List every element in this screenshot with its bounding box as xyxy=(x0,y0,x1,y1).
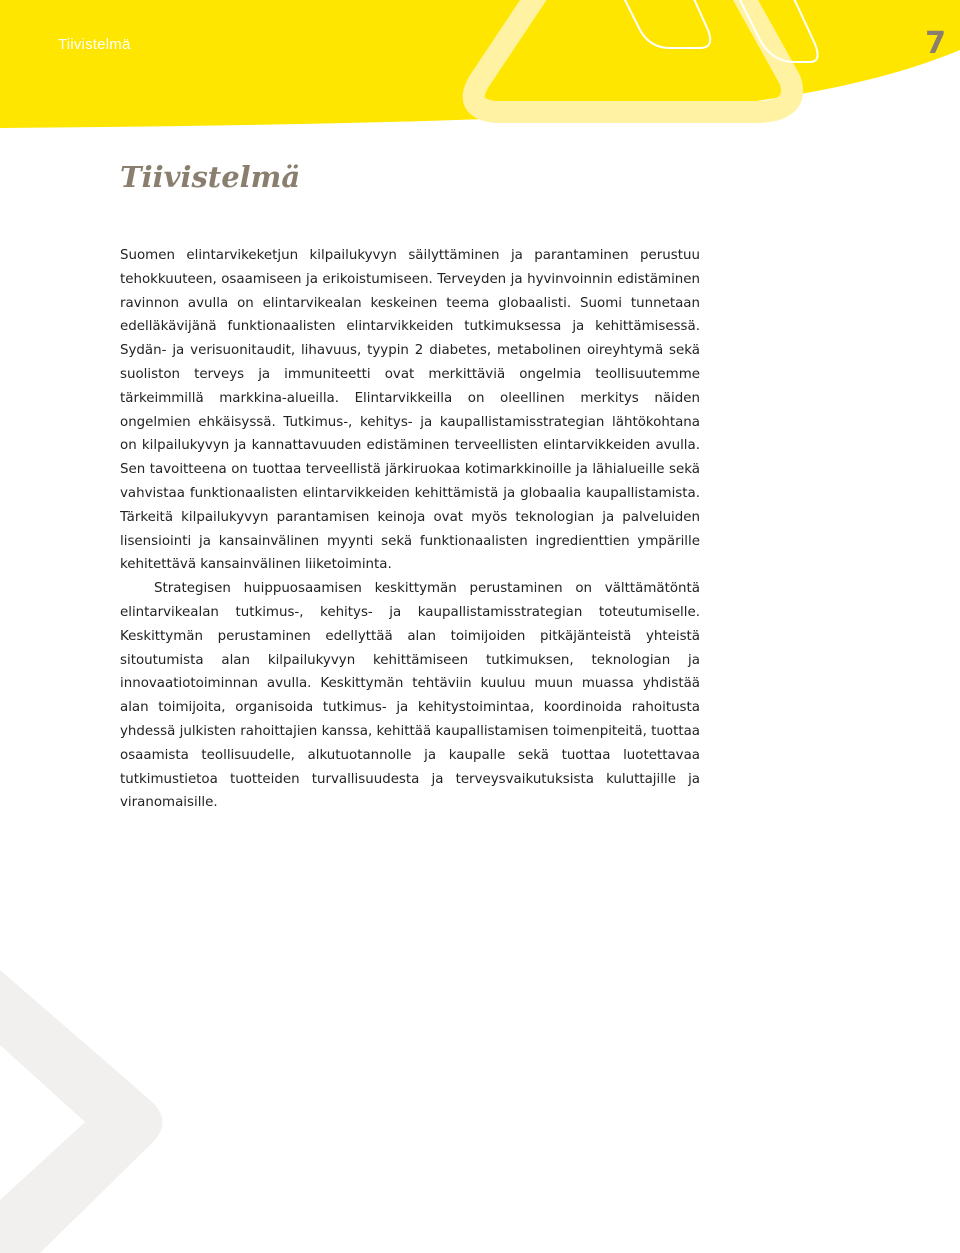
body-text xyxy=(120,244,700,815)
running-head: Tiivistelmä xyxy=(58,36,131,53)
paragraph-1: Suomen elintarvikeketjun kilpailukyvyn säilyttäminen ja parantaminen perustuu tehokkuuteen, osaamiseen ja erikoistumiseen. Terveyden ja hyvinvoinnin edistäminen ravinnon avulla on elintarvikealan keskeinen teema globaalisti. Suomi tunnetaan edelläkävijänä funktionaalisten elintarvikkeiden tutkimuksessa ja kehittämisessä. Sydän- ja verisuonitaudit, lihavuus, tyypin 2 diabetes, metabolinen oireyhtymä sekä suoliston terveys ja immuniteetti ovat merkittäviä ongelmia teollisuutemme tärkeimmillä markkina-alueilla. Elintarvikkeilla on oleellinen merkitys näiden ongelmien ehkäisyssä. Tutkimus-, kehitys- ja kaupallistamisstrategian lähtökohtana on kilpailukyvyn ja kannattavuuden edistäminen terveellisten elintarvikkeiden avulla. Sen tavoitteena on tuottaa terveellistä järkiruokaa kotimarkkinoille ja lähialueille sekä vahvistaa funktionaalisten elintarvikkeiden kehittämistä ja globaalia kaupallistamista. Tärkeitä kilpailukyvyn parantamisen keinoja ovat myös teknologian ja palveluiden lisensiointi ja kansainvälinen myynti sekä funktionaalisten ingredienttien ympärille kehitettävä kansainvälinen liiketoiminta. xyxy=(120,248,700,573)
page-number: 7 xyxy=(925,26,946,61)
paragraph-2: Strategisen huippuosaamisen keskittymän perustaminen on välttämätöntä elintarvikealan tutkimus-, kehitys- ja kaupallistamisstrategian toteutumiselle. Keskittymän perustaminen edellyttää alan toimijoiden pitkäjänteistä yhteistä sitoutumista alan kilpailukyvyn kehittämiseen tutkimuksen, teknologian ja innovaatiotoiminnan avulla. Keskittymän tehtäviin kuuluu muun muassa yhdistää alan toimijoita, organisoida tutkimus- ja kehitystoimintaa, koordinoida rahoitusta yhdessä julkisten rahoittajien kanssa, kehittää kaupallistamisen toimenpiteitä, tuottaa osaamista teollisuudelle, alkutuotannolle ja kaupalle sekä tuottaa luotettavaa tutkimustietoa tuotteiden turvallisuudesta ja terveysvaikutuksista kuluttajille ja viranomaisille. xyxy=(120,581,700,811)
bottom-chevron-decoration xyxy=(0,950,220,1253)
header-band xyxy=(0,0,960,150)
section-title: Tiivistelmä xyxy=(120,160,301,194)
bottom-chevron-shape xyxy=(0,970,163,1253)
